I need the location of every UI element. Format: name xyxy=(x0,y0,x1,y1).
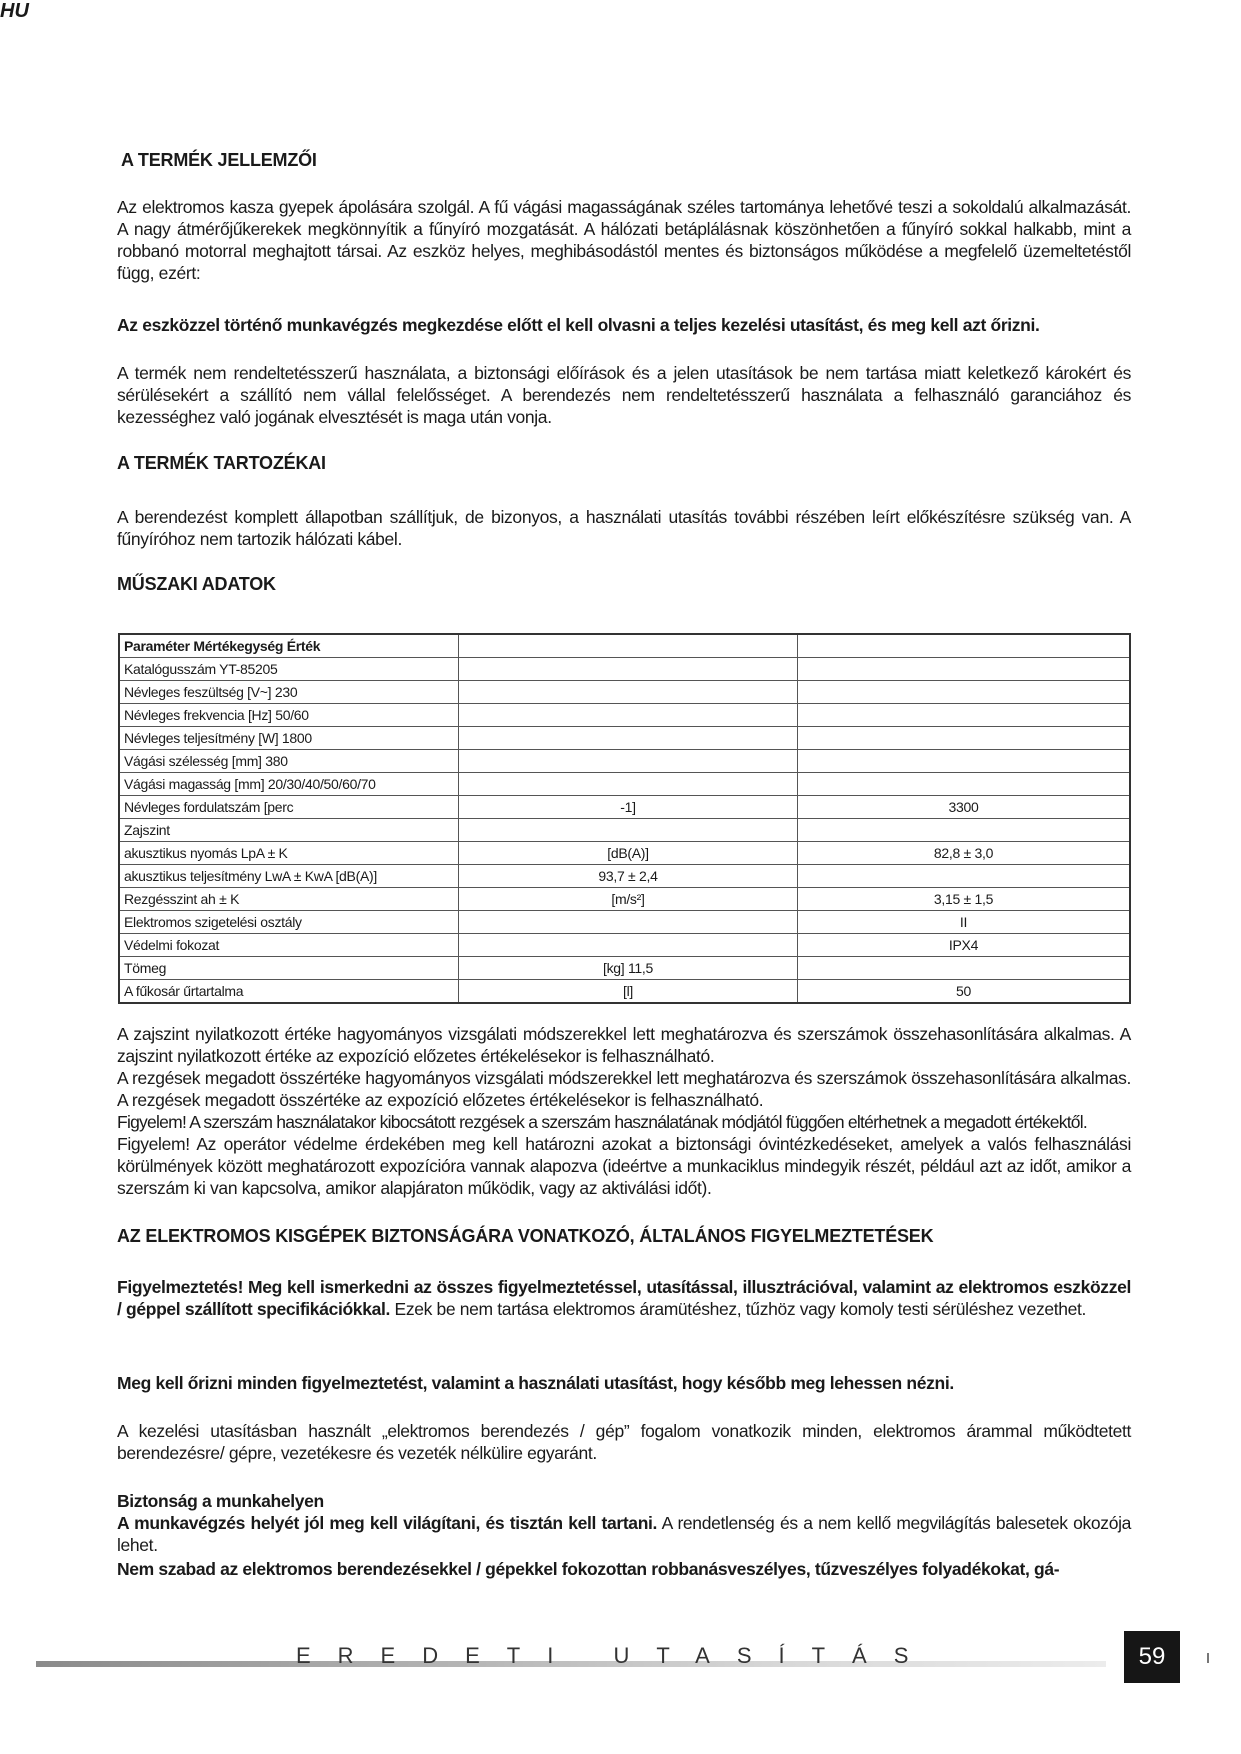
table-cell xyxy=(459,750,798,773)
page-edge-mark xyxy=(1207,1653,1209,1663)
table-row xyxy=(119,727,1130,750)
table-row xyxy=(119,980,1130,1004)
table-cell: Védelmi fokozat xyxy=(119,934,459,957)
language-code: HU xyxy=(0,0,29,22)
workplace-paragraph xyxy=(117,1512,1131,1556)
table-row xyxy=(119,888,1130,911)
table-cell: Vágási szélesség [mm] 380 xyxy=(119,750,459,773)
operator-warning: Figyelem! Az operátor védelme érdekében meg kell határozni azokat a biztonsági óvintézkedéseket, amelyek a valós felhasználási körülmények között meghatározott expozícióra vannak alapozva (ideértve a munkaciklus mindegyik részét, például azt az időt, amikor a szerszám ki van kapcsolva, amikor alapjáraton működik, vagy az aktiválási időt). xyxy=(117,1134,1131,1198)
definition-paragraph: A kezelési utasításban használt „elektromos berendezés / gép” fogalom vonatkozik minden, elektromos árammal működtetett berendezésre/ gépre, vezetékesre és vezeték nélkülire egyaránt. xyxy=(117,1421,1131,1463)
safety-warning-bold: Figyelmeztetés! Meg kell ismerkedni az összes figyelmeztetéssel, utasítással, illusztrációval, valamint az elektromos eszközzel / géppel szállított specifikációkkal. xyxy=(117,1277,1131,1319)
table-cell xyxy=(459,773,798,796)
table-cell: akusztikus teljesítmény LwA ± KwA [dB(A)] xyxy=(119,865,459,888)
table-cell xyxy=(798,957,1131,980)
table-row xyxy=(119,634,1130,658)
footer-text: EREDETI UTASÍTÁS xyxy=(296,1643,936,1668)
keep-instructions: Meg kell őrizni minden figyelmeztetést, valamint a használati utasítást, hogy később meg lehessen nézni. xyxy=(117,1373,954,1393)
workplace-rest: A rendetlenség és a nem kellő megvilágítás balesetek okozója lehet. xyxy=(117,1513,1132,1555)
page-number: 59 xyxy=(1124,1631,1180,1683)
table-cell xyxy=(459,658,798,681)
table-cell xyxy=(459,727,798,750)
table-cell xyxy=(798,750,1131,773)
vibration-note: A rezgések megadott összértéke hagyományos vizsgálati módszerekkel lett meghatározva és szerszámok összehasonlítására alkalmas. A rezgések megadott összértéke az expozíció előzetes értékelésekor is felhasználható. xyxy=(117,1068,1131,1110)
table-cell: [dB(A)] xyxy=(459,842,798,865)
table-cell: Rezgésszint ah ± K xyxy=(119,888,459,911)
workplace-bold: A munkavégzés helyét jól meg kell világítani, és tisztán kell tartani. xyxy=(117,1513,658,1533)
vibration-warning: Figyelem! A szerszám használatakor kibocsátott rezgések a szerszám használatának módjától függően eltérhetnek a megadott értékektől. xyxy=(117,1112,1088,1132)
table-cell xyxy=(798,773,1131,796)
table-cell: Névleges fordulatszám [perc xyxy=(119,796,459,819)
table-cell: Névleges feszültség [V~] 230 xyxy=(119,681,459,704)
table-cell xyxy=(459,681,798,704)
table-cell xyxy=(798,634,1131,658)
table-cell xyxy=(459,634,798,658)
table-cell xyxy=(798,819,1131,842)
safety-warning-rest: Ezek be nem tartása elektromos áramütéshez, tűzhöz vagy komoly testi sérüléshez vezethet. xyxy=(389,1299,1087,1319)
table-cell: [l] xyxy=(459,980,798,1004)
table-cell xyxy=(798,727,1131,750)
table-cell: 50 xyxy=(798,980,1131,1004)
read-manual-warning: Az eszközzel történő munkavégzés megkezdése előtt el kell olvasni a teljes kezelési utasítást, és meg kell azt őrizni. xyxy=(117,315,1040,335)
table-row xyxy=(119,796,1130,819)
table-cell xyxy=(798,865,1131,888)
table-row xyxy=(119,704,1130,727)
table-cell: II xyxy=(798,911,1131,934)
table-row xyxy=(119,911,1130,934)
table-cell xyxy=(459,934,798,957)
table-cell: 93,7 ± 2,4 xyxy=(459,865,798,888)
table-cell: Tömeg xyxy=(119,957,459,980)
table-cell: Paraméter Mértékegység Érték xyxy=(119,634,459,658)
table-cell: Névleges teljesítmény [W] 1800 xyxy=(119,727,459,750)
workplace-title: Biztonság a munkahelyen xyxy=(117,1491,324,1511)
table-cell: IPX4 xyxy=(798,934,1131,957)
table-cell: -1] xyxy=(459,796,798,819)
table-row xyxy=(119,750,1130,773)
explosive-warning: Nem szabad az elektromos berendezésekkel / gépekkel fokozottan robbanásveszélyes, tűzveszélyes folyadékokat, gá- xyxy=(117,1559,1060,1579)
table-cell: Névleges frekvencia [Hz] 50/60 xyxy=(119,704,459,727)
table-cell: akusztikus nyomás LpA ± K xyxy=(119,842,459,865)
section-title-jellemzoi: A TERMÉK JELLEMZŐI xyxy=(121,150,317,170)
section-title-muszaki: MŰSZAKI ADATOK xyxy=(117,574,276,594)
table-cell xyxy=(798,658,1131,681)
table-cell: Zajszint xyxy=(119,819,459,842)
table-row xyxy=(119,842,1130,865)
safety-warning-paragraph xyxy=(117,1276,1131,1320)
table-cell xyxy=(459,911,798,934)
table-cell xyxy=(798,704,1131,727)
table-cell: Elektromos szigetelési osztály xyxy=(119,911,459,934)
section-title-safety: AZ ELEKTROMOS KISGÉPEK BIZTONSÁGÁRA VONATKOZÓ, ÁLTALÁNOS FIGYELMEZTETÉSEK xyxy=(117,1226,934,1246)
table-cell: 3300 xyxy=(798,796,1131,819)
tartozekai-paragraph: A berendezést komplett állapotban szállítjuk, de bizonyos, a használati utasítás további részében leírt előkészítésre szükség van. A fűnyíróhoz nem tartozik hálózati kábel. xyxy=(117,507,1131,549)
table-cell: 82,8 ± 3,0 xyxy=(798,842,1131,865)
table-row xyxy=(119,681,1130,704)
table-row xyxy=(119,773,1130,796)
table-cell: Katalógusszám YT-85205 xyxy=(119,658,459,681)
liability-paragraph: A termék nem rendeltetésszerű használata, a biztonsági előírások és a jelen utasítások be nem tartása miatt keletkező károkért és sérülésekért a szállító nem vállal felelősséget. A berendezés nem rendeltetésszerű használata a felhasználó garanciához és kezességhez való jogának elvesztését is maga után vonja. xyxy=(117,363,1131,427)
section-title-tartozekai: A TERMÉK TARTOZÉKAI xyxy=(117,453,326,473)
table-cell: Vágási magasság [mm] 20/30/40/50/60/70 xyxy=(119,773,459,796)
table-row xyxy=(119,819,1130,842)
table-row xyxy=(119,934,1130,957)
table-cell xyxy=(798,681,1131,704)
table-row xyxy=(119,957,1130,980)
table-cell: [m/s²] xyxy=(459,888,798,911)
jellemzoi-paragraph: Az elektromos kasza gyepek ápolására szolgál. A fű vágási magasságának széles tartománya lehetővé teszi a sokoldalú alkalmazását. A nagy átmérőjűkerekek megkönnyítik a fűnyíró mozgatását. A hálózati betáplálásnak köszönhetően a fűnyíró sokkal halkabb, mint a robbanó motorral meghajtott társai. Az eszköz helyes, meghibásodástól mentes és biztonságos működése a megfelelő üzemeltetéstől függ, ezért: xyxy=(117,197,1131,283)
table-row xyxy=(119,658,1130,681)
noise-note: A zajszint nyilatkozott értéke hagyományos vizsgálati módszerekkel lett meghatározva és szerszámok összehasonlítására alkalmas. A zajszint nyilatkozott értéke az expozíció előzetes értékelésekor is felhasználható. xyxy=(117,1024,1131,1066)
table-cell xyxy=(459,819,798,842)
table-cell xyxy=(459,704,798,727)
table-cell: 3,15 ± 1,5 xyxy=(798,888,1131,911)
technical-data-table xyxy=(118,633,1131,1004)
table-row xyxy=(119,865,1130,888)
table-cell: [kg] 11,5 xyxy=(459,957,798,980)
table-cell: A fűkosár űrtartalma xyxy=(119,980,459,1004)
